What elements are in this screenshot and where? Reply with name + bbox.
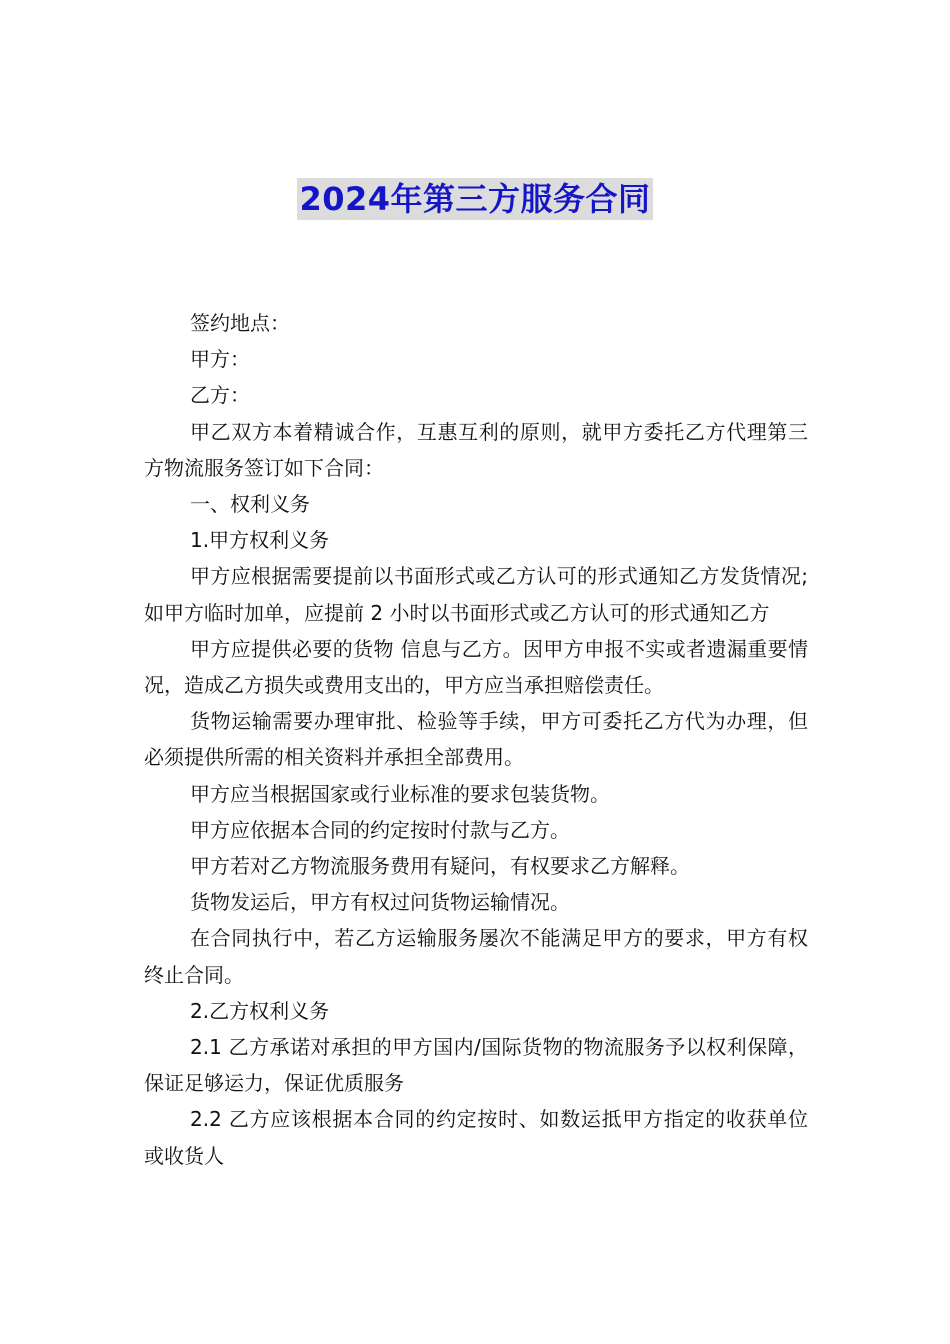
paragraph-clause: 货物运输需要办理审批、检验等手续，甲方可委托乙方代为办理，但必须提供所需的相关资料并承担全部费用。 — [144, 709, 808, 770]
paragraph-clause: 甲方应提供必要的货物 信息与乙方。因甲方申报不实或者遗漏重要情况，造成乙方损失或费用支出的，甲方应当承担赔偿责任。 — [144, 636, 808, 698]
paragraph-clause: 甲方应根据需要提前以书面形式或乙方认可的形式通知乙方发货情况;如甲方临时加单，应提前 2 小时以书面形式或乙方认可的形式通知乙方 — [144, 564, 808, 625]
paragraph-party-b: 乙方： — [190, 383, 250, 408]
paragraph-clause: 2.2 乙方应该根据本合同的约定按时、如数运抵甲方指定的收获单位或收货人 — [144, 1107, 808, 1168]
paragraph-signing-place: 签约地点： — [190, 311, 290, 335]
paragraph-preamble: 甲乙双方本着精诚合作，互惠互利的原则，就甲方委托乙方代理第三方物流服务签订如下合同： — [144, 419, 808, 480]
document-body — [144, 305, 808, 1174]
title-block — [0, 178, 950, 220]
subsection-heading-party-b: 2.乙方权利义务 — [190, 998, 330, 1023]
paragraph-clause: 甲方若对乙方物流服务费用有疑问，有权要求乙方解释。 — [190, 854, 690, 879]
section-heading-rights-obligations: 一、权利义务 — [190, 492, 310, 517]
paragraph-clause: 2.1 乙方承诺对承担的甲方国内/国际货物的物流服务予以权利保障，保证足够运力，保证优质服务 — [144, 1035, 808, 1096]
paragraph-clause: 在合同执行中，若乙方运输服务屡次不能满足甲方的要求，甲方有权终止合同。 — [144, 926, 808, 987]
paragraph-clause: 甲方应依据本合同的约定按时付款与乙方。 — [190, 817, 570, 842]
paragraph-clause: 货物发运后，甲方有权过问货物运输情况。 — [190, 890, 570, 915]
document-title: 2024年第三方服务合同 — [299, 180, 651, 218]
subsection-heading-party-a: 1.甲方权利义务 — [190, 528, 330, 553]
paragraph-clause: 甲方应当根据国家或行业标准的要求包装货物。 — [190, 781, 610, 806]
paragraph-party-a: 甲方： — [190, 347, 250, 372]
